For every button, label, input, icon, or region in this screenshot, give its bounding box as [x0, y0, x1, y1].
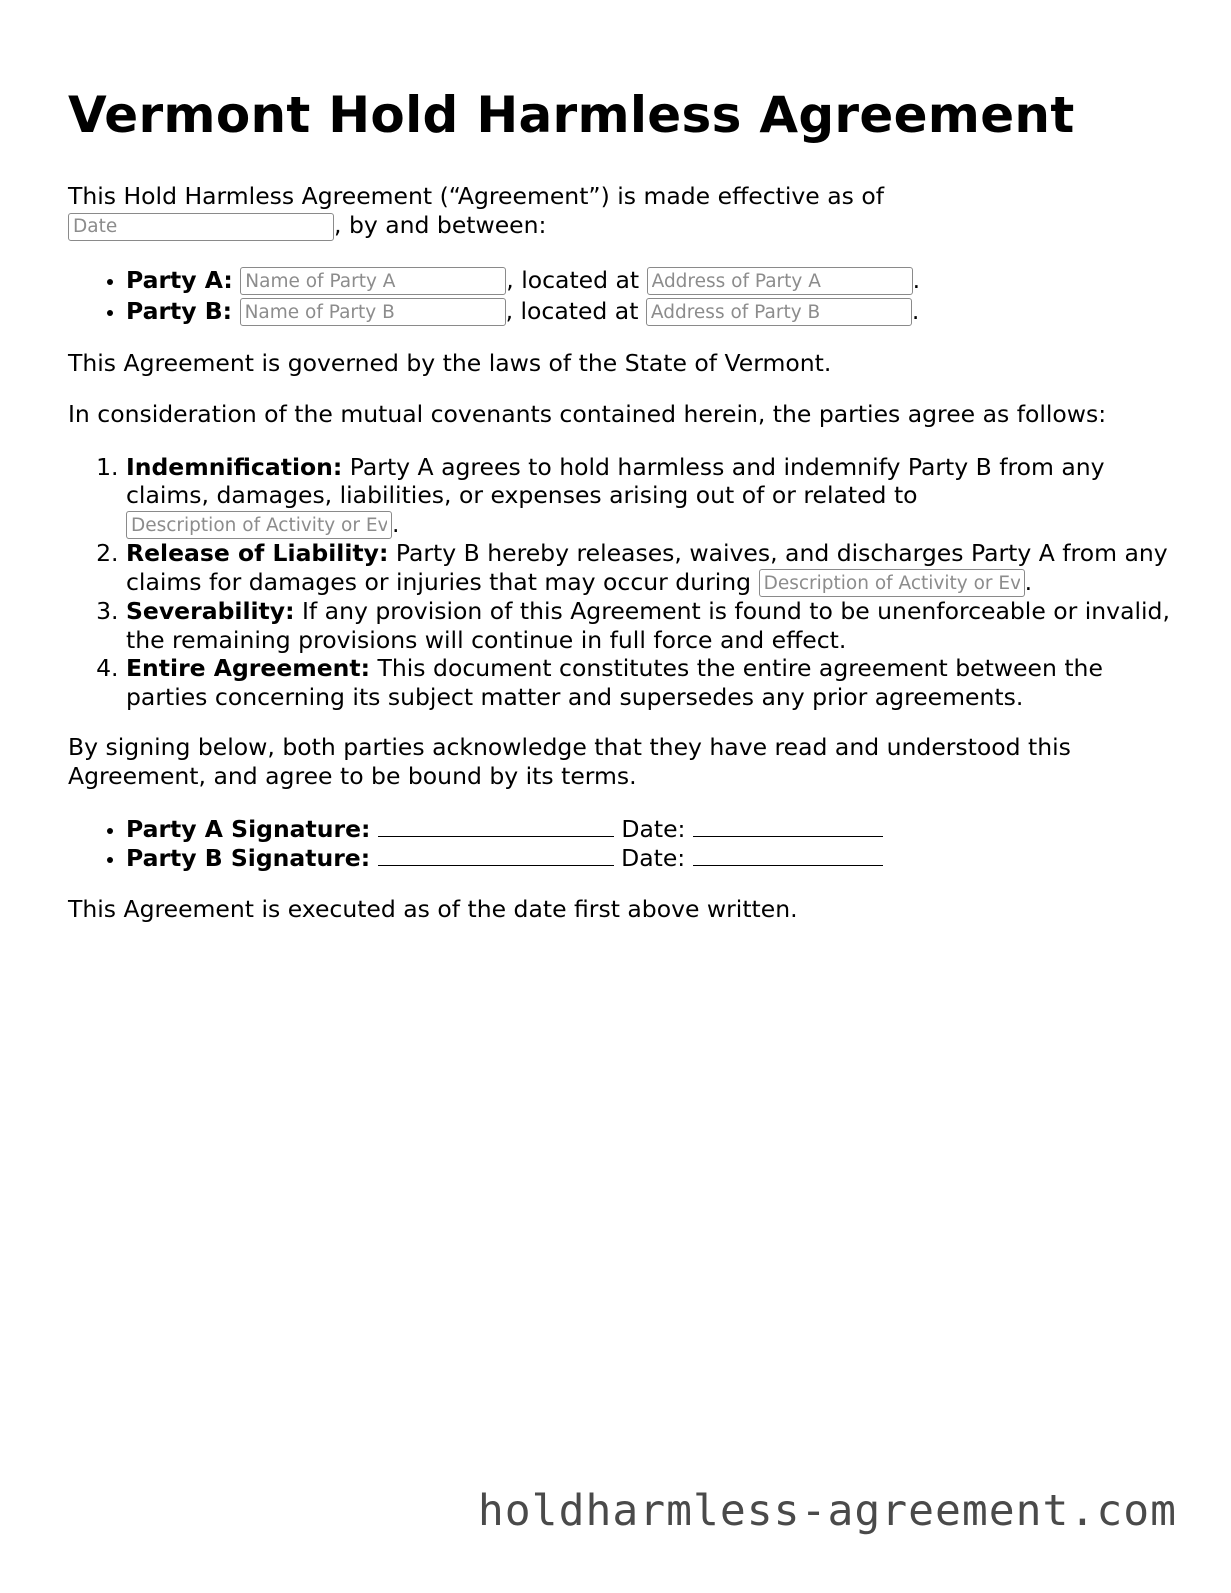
consideration-paragraph: In consideration of the mutual covenants contained herein, the parties agree as follows: [68, 399, 1107, 428]
release-activity-input[interactable] [759, 569, 1025, 597]
parties-list [68, 265, 1188, 327]
date-label: Date: [621, 815, 686, 843]
term-text: Party A agrees to hold harmless and indemnify Party B from any claims, damages, liabilities, or expenses arising out of or related to [126, 452, 1105, 509]
term-heading: Indemnification: [126, 452, 343, 481]
document-page [68, 0, 1188, 924]
term-entire-agreement [126, 654, 1188, 711]
acknowledgement-paragraph: By signing below, both parties acknowledge that they have read and understood this Agreement, and agree to be bound by its terms. [68, 733, 1071, 790]
party-b-end: . [911, 296, 920, 325]
party-a-signature-line[interactable] [378, 816, 614, 837]
party-a-date-line[interactable] [693, 816, 883, 837]
governing-law-paragraph: This Agreement is governed by the laws of the State of Vermont. [68, 348, 832, 377]
term-severability [126, 597, 1188, 654]
site-watermark: holdharmless-agreement.com [477, 1486, 1177, 1536]
party-b-name-input[interactable] [240, 298, 506, 326]
signature-label: Party A Signature: [126, 815, 371, 843]
party-a-item [126, 265, 1188, 296]
party-b-signature-item [126, 844, 1188, 873]
term-release-of-liability [126, 539, 1188, 597]
party-b-address-input[interactable] [646, 298, 912, 326]
date-label: Date: [621, 844, 686, 872]
closing-paragraph: This Agreement is executed as of the date first above written. [68, 895, 798, 923]
terms-list [68, 453, 1188, 712]
party-b-located-text: , located at [505, 296, 639, 325]
signatures-list [68, 815, 1188, 873]
party-a-signature-item [126, 815, 1188, 844]
party-b-signature-line[interactable] [378, 845, 614, 866]
signature-label: Party B Signature: [126, 844, 371, 872]
intro-tail-text: , by and between: [334, 211, 547, 239]
term-text: This document constitutes the entire agreement between the parties concerning its subject matter and supersedes any prior agreements. [126, 654, 1103, 711]
term-end: . [392, 509, 400, 538]
party-a-end: . [912, 265, 921, 294]
term-end: . [1024, 567, 1033, 596]
term-heading: Release of Liability: [126, 539, 389, 567]
party-b-date-line[interactable] [693, 845, 883, 866]
term-indemnification [126, 453, 1188, 540]
party-a-located-text: , located at [506, 265, 640, 294]
document-title: Vermont Hold Harmless Agreement [68, 86, 1075, 144]
party-a-name-input[interactable] [240, 267, 506, 295]
intro-text: This Hold Harmless Agreement (“Agreement”) is made effective as of [68, 182, 884, 210]
intro-paragraph [68, 182, 1188, 241]
term-heading: Severability: [126, 597, 295, 625]
party-a-address-input[interactable] [647, 267, 913, 295]
effective-date-input[interactable] [68, 213, 334, 241]
term-heading: Entire Agreement: [126, 654, 371, 682]
party-a-label: Party A: [126, 265, 233, 294]
term-text: If any provision of this Agreement is found to be unenforceable or invalid, the remaining provisions will continue in full force and effect. [126, 597, 1170, 654]
party-b-item [126, 296, 1188, 327]
party-b-label: Party B: [126, 296, 233, 325]
term-text: Party B hereby releases, waives, and discharges Party A from any claims for damages or injuries that may occur during [126, 539, 1168, 596]
indemnification-activity-input[interactable] [126, 511, 392, 539]
